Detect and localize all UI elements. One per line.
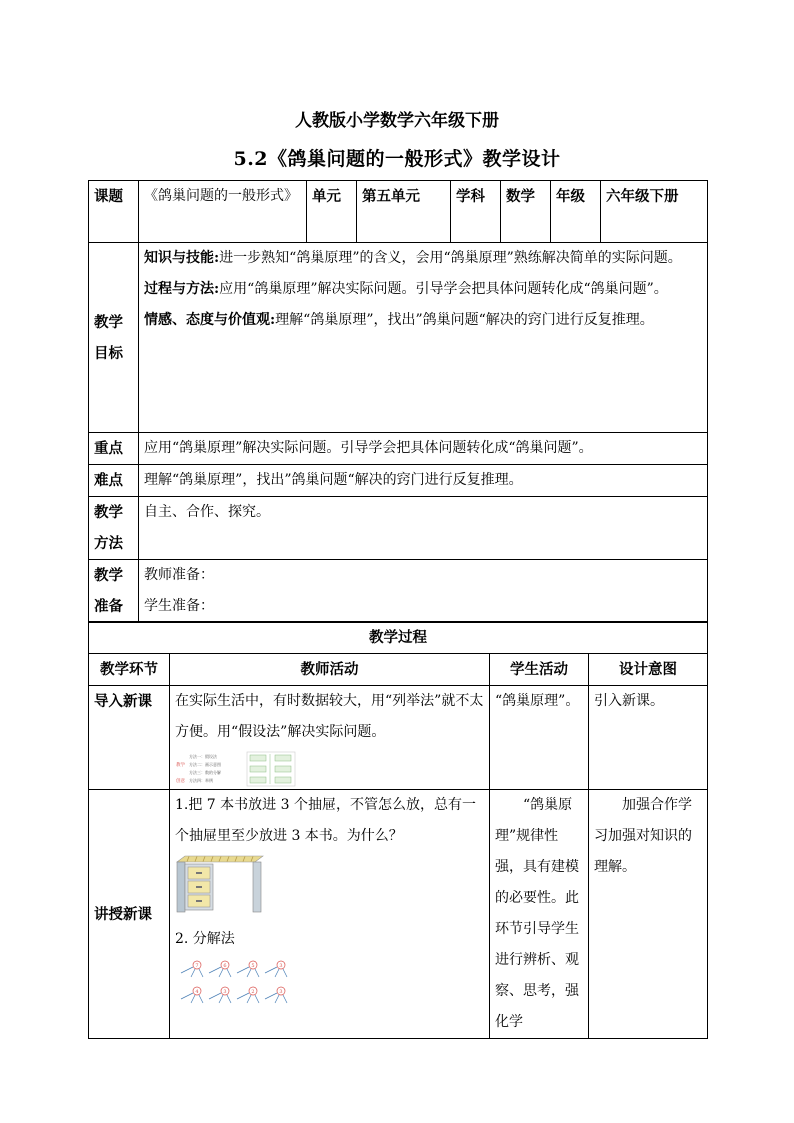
drawer-handle (196, 872, 202, 874)
prep-label (89, 560, 139, 623)
grade-value: 六年级下册 (601, 181, 708, 243)
thumb-method-1: 方法一：假设法 (189, 754, 217, 759)
desk-right-panel (253, 862, 261, 912)
unit-label: 单元 (307, 181, 357, 243)
drawer-handle (196, 900, 202, 902)
prep-label-line2: 准备 (94, 598, 123, 615)
decompose-number: 5 (251, 963, 255, 969)
goal-knowledge (144, 243, 702, 274)
decompose-item (237, 961, 259, 977)
intent-intro: 引入新课。 (589, 686, 708, 790)
process-table (88, 621, 708, 1039)
method-label-line2: 方法 (94, 535, 123, 552)
decompose-number: 6 (223, 963, 227, 969)
col-stage: 教学环节 (89, 654, 170, 686)
thumb-cell (250, 766, 266, 772)
subject-value: 数学 (501, 181, 551, 243)
teacher-intro-text: 在实际生活中，有时数据较大，用“列举法”就不太方便。用“假设法”解决实际问题。 (175, 693, 484, 740)
decompose-item (209, 987, 231, 1003)
student-intro: “鸽巢原理”。 (490, 686, 589, 790)
thumb-tag-2: 创意 (176, 779, 185, 784)
method-label-line1: 教学 (94, 504, 123, 521)
thumb-cell (275, 766, 291, 772)
goals-content (139, 243, 708, 433)
decompose-number: 7 (195, 963, 199, 969)
decompose-figure (175, 957, 295, 1009)
unit-value: 第五单元 (357, 181, 451, 243)
decompose-number: 4 (195, 989, 199, 995)
prep-content (139, 560, 708, 623)
thumb-cell (250, 777, 266, 783)
goals-label-line2: 目标 (94, 344, 123, 362)
key-text: 应用“鸽巢原理”解决实际问题。引导学会把具体问题转化成“鸽巢问题”。 (139, 433, 708, 465)
goal-emotion (144, 305, 702, 336)
prep-label-line1: 教学 (94, 567, 123, 584)
decompose-item (265, 987, 287, 1003)
table-row (89, 686, 708, 790)
student-teach: “鸽巢原理”规律性强，具有建模的必要性。此环节引导学生进行辨析、观察、思考，强化学 (490, 790, 589, 1039)
document-subtitle: 5.2《鸽巢问题的一般形式》教学设计 (233, 148, 561, 170)
teacher-intro (170, 686, 490, 790)
thumb-method-3: 方法三：数的分解 (189, 770, 221, 775)
desk-drawer-figure (175, 854, 265, 918)
thumb-tag-1: 教学 (176, 763, 185, 768)
thumb-cell (250, 755, 266, 761)
col-student: 学生活动 (490, 654, 589, 686)
decompose-number: 3 (279, 963, 283, 969)
decompose-heading: 2. 分解法 (175, 931, 235, 947)
topic-label: 课题 (89, 181, 139, 243)
decompose-item (181, 987, 203, 1003)
method-label (89, 497, 139, 560)
goal-knowledge-title: 知识与技能: (144, 250, 220, 266)
grade-label: 年级 (551, 181, 601, 243)
stage-teach: 讲授新课 (89, 790, 170, 1039)
goal-knowledge-text: 进一步熟知“鸽巢原理”的含义，会用“鸽巢原理”熟练解决简单的实际问题。 (219, 250, 682, 266)
decompose-number: 2 (251, 989, 255, 995)
goal-process (144, 274, 702, 305)
key-label: 重点 (89, 433, 139, 465)
col-teacher: 教师活动 (170, 654, 490, 686)
difficulty-label: 难点 (89, 465, 139, 497)
decompose-number: 3 (223, 989, 227, 995)
difficulty-text: 理解“鸽巢原理”，找出”鸽巢问题“解决的窍门进行反复推理。 (139, 465, 708, 497)
decompose-item (265, 961, 287, 977)
info-table (88, 180, 708, 623)
decompose-number: 3 (279, 989, 283, 995)
goal-process-text: 应用“鸽巢原理”解决实际问题。引导学会把具体问题转化成“鸽巢问题”。 (219, 281, 668, 297)
intent-teach: 加强合作学习加强对知识的理解。 (589, 790, 708, 1039)
goal-emotion-text: 理解“鸽巢原理”，找出”鸽巢问题“解决的窍门进行反复推理。 (275, 312, 654, 328)
decompose-item (237, 987, 259, 1003)
thumb-cell (275, 777, 291, 783)
stage-intro: 导入新课 (89, 686, 170, 790)
methods-thumbnail (175, 750, 297, 788)
goal-process-title: 过程与方法: (144, 281, 220, 297)
thumb-cell (275, 755, 291, 761)
thumb-method-2: 方法二：画示意图 (189, 762, 221, 767)
decompose-item (209, 961, 231, 977)
thumb-method-4: 方法四：举例 (189, 778, 213, 783)
table-row (89, 790, 708, 1039)
subject-label: 学科 (451, 181, 501, 243)
topic-value: 《鸽巢问题的一般形式》 (139, 181, 307, 243)
teacher-teach (170, 790, 490, 1039)
prep-teacher: 教师准备： (144, 567, 214, 583)
col-intent: 设计意图 (589, 654, 708, 686)
goals-label-line1: 教学 (94, 313, 123, 331)
prep-student: 学生准备： (144, 598, 214, 614)
goals-label (89, 243, 139, 433)
decompose-item (181, 961, 203, 977)
teacher-teach-text: 1.把 7 本书放进 3 个抽屉，不管怎么放，总有一个抽屉里至少放进 3 本书。为什么？ (175, 797, 476, 844)
process-heading: 教学过程 (89, 622, 708, 654)
desk-left-panel (177, 862, 185, 912)
drawer-handle (196, 886, 202, 888)
method-text: 自主、合作、探究。 (139, 497, 708, 560)
goal-emotion-title: 情感、态度与价值观: (144, 312, 276, 328)
document-title: 人教版小学数学六年级下册 (295, 111, 499, 131)
